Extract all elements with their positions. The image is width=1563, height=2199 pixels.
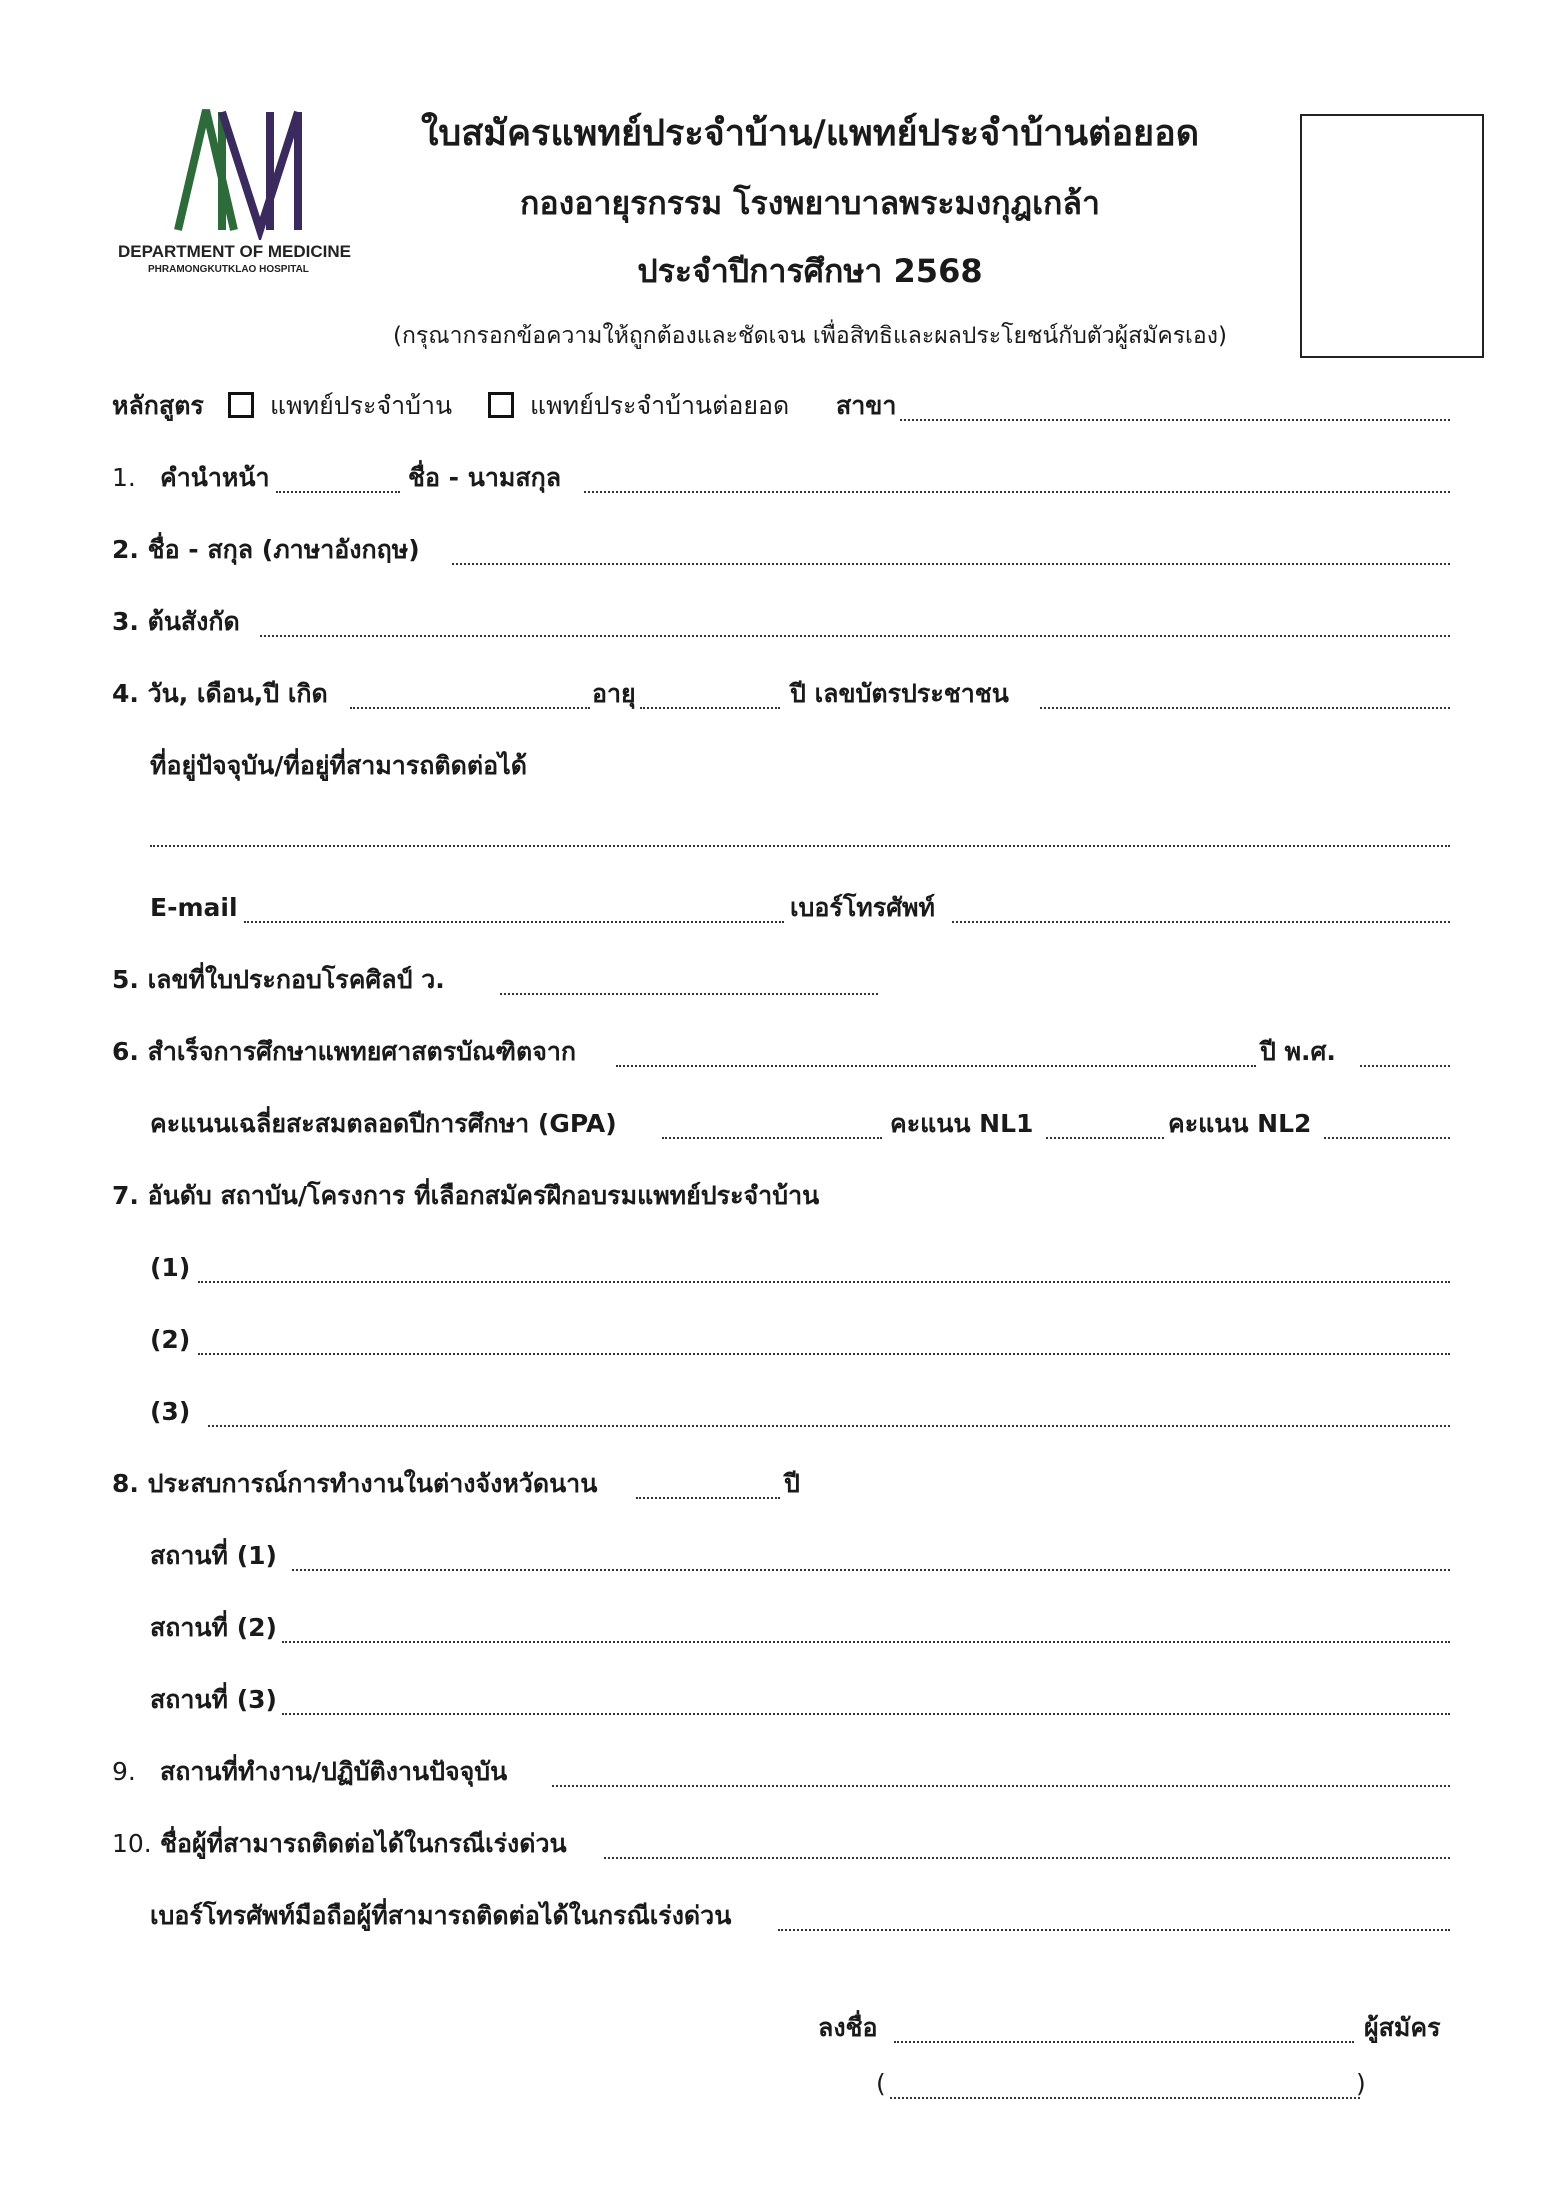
graduation-year-label: ปี พ.ศ. bbox=[1260, 1037, 1336, 1066]
nl2-field[interactable] bbox=[1324, 1137, 1450, 1139]
gpa-field[interactable] bbox=[662, 1137, 882, 1139]
nl2-label: คะแนน NL2 bbox=[1168, 1109, 1312, 1138]
paren-close: ) bbox=[1356, 2069, 1366, 2098]
place-2-row bbox=[0, 1608, 1563, 1652]
place-3-field[interactable] bbox=[282, 1713, 1450, 1715]
applicant-label: ผู้สมัคร bbox=[1364, 2013, 1441, 2042]
academic-year: ประจำปีการศึกษา 2568 bbox=[637, 252, 983, 290]
emergency-contact-label: ชื่อผู้ที่สามารถติดต่อได้ในกรณีเร่งด่วน bbox=[160, 1829, 567, 1858]
nl1-field[interactable] bbox=[1046, 1137, 1164, 1139]
nl1-label: คะแนน NL1 bbox=[890, 1109, 1034, 1138]
age-field[interactable] bbox=[640, 707, 780, 709]
place-1-row bbox=[0, 1536, 1563, 1580]
institution-2-field[interactable] bbox=[198, 1353, 1450, 1355]
institution-3-row bbox=[0, 1392, 1563, 1436]
program-row bbox=[0, 386, 1563, 430]
signature-row bbox=[0, 2008, 1563, 2052]
institution-2-row bbox=[0, 1320, 1563, 1364]
place-2-field[interactable] bbox=[282, 1641, 1450, 1643]
english-name-field[interactable] bbox=[452, 563, 1450, 565]
email-label: E-mail bbox=[150, 893, 238, 922]
address-line-row bbox=[0, 812, 1563, 856]
institution-1-field[interactable] bbox=[198, 1281, 1450, 1283]
gpa-label: คะแนนเฉลี่ยสะสมตลอดปีการศึกษา (GPA) bbox=[150, 1109, 617, 1138]
medical-school-label: 6. สำเร็จการศึกษาแพทยศาสตรบัณฑิตจาก bbox=[112, 1037, 577, 1066]
dob-field[interactable] bbox=[350, 707, 590, 709]
institution-rank-label: 7. อันดับ สถาบัน/โครงการ ที่เลือกสมัครฝึกอบรมแพทย์ประจำบ้าน bbox=[112, 1181, 820, 1210]
form-subtitle: กองอายุรกรรม โรงพยาบาลพระมงกุฎเกล้า bbox=[520, 184, 1100, 222]
form-title: ใบสมัครแพทย์ประจำบ้าน/แพทย์ประจำบ้านต่อยอด bbox=[420, 113, 1200, 154]
contact-row bbox=[0, 888, 1563, 932]
field-9-number: 9. bbox=[112, 1757, 136, 1786]
field-3-row bbox=[0, 602, 1563, 646]
scores-row bbox=[0, 1104, 1563, 1148]
provincial-experience-label: 8. ประสบการณ์การทำงานในต่างจังหวัดนาน bbox=[112, 1469, 598, 1498]
affiliation-label: 3. ต้นสังกัด bbox=[112, 607, 240, 636]
field-10-row bbox=[0, 1824, 1563, 1868]
fellow-checkbox[interactable] bbox=[488, 392, 514, 418]
phone-field[interactable] bbox=[952, 921, 1450, 923]
affiliation-field[interactable] bbox=[260, 635, 1450, 637]
field-8-row bbox=[0, 1464, 1563, 1508]
current-workplace-field[interactable] bbox=[552, 1785, 1450, 1787]
place-1-label: สถานที่ (1) bbox=[150, 1541, 277, 1570]
institution-1-label: (1) bbox=[150, 1253, 191, 1282]
graduation-year-field[interactable] bbox=[1360, 1065, 1450, 1067]
english-name-label: 2. ชื่อ - สกุล (ภาษาอังกฤษ) bbox=[112, 535, 420, 564]
national-id-field[interactable] bbox=[1040, 707, 1450, 709]
provincial-years-field[interactable] bbox=[636, 1497, 780, 1499]
institution-1-row bbox=[0, 1248, 1563, 1292]
signature-name-row bbox=[0, 2064, 1563, 2108]
address-label: ที่อยู่ปัจจุบัน/ที่อยู่ที่สามารถติดต่อได้ bbox=[150, 751, 527, 780]
sign-label: ลงชื่อ bbox=[818, 2013, 878, 2042]
national-id-label: ปี เลขบัตรประชาชน bbox=[790, 679, 1009, 708]
instruction-text: (กรุณากรอกข้อความให้ถูกต้องและชัดเจน เพื่อสิทธิและผลประโยชน์กับตัวผู้สมัครเอง) bbox=[393, 323, 1227, 349]
dob-label: 4. วัน, เดือน,ปี เกิด bbox=[112, 679, 328, 708]
fellow-option-label: แพทย์ประจำบ้านต่อยอด bbox=[530, 391, 790, 420]
age-label: อายุ bbox=[592, 679, 636, 708]
field-2-row bbox=[0, 530, 1563, 574]
emergency-phone-field[interactable] bbox=[778, 1929, 1450, 1931]
photo-box bbox=[1300, 114, 1484, 358]
fullname-label: ชื่อ - นามสกุล bbox=[408, 463, 562, 492]
logo-line1: DEPARTMENT OF MEDICINE bbox=[118, 242, 351, 261]
institution-3-field[interactable] bbox=[208, 1425, 1450, 1427]
signature-field[interactable] bbox=[894, 2041, 1354, 2043]
emergency-phone-label: เบอร์โทรศัพท์มือถือผู้ที่สามารถติดต่อได้ในกรณีเร่งด่วน bbox=[150, 1901, 732, 1930]
emergency-contact-field[interactable] bbox=[604, 1857, 1450, 1859]
field-6-row bbox=[0, 1032, 1563, 1076]
branch-field[interactable] bbox=[900, 419, 1450, 421]
prefix-label: คำนำหน้า bbox=[160, 463, 270, 492]
field-9-row bbox=[0, 1752, 1563, 1796]
place-2-label: สถานที่ (2) bbox=[150, 1613, 277, 1642]
resident-option-label: แพทย์ประจำบ้าน bbox=[270, 391, 453, 420]
resident-checkbox[interactable] bbox=[228, 392, 254, 418]
field-5-row bbox=[0, 960, 1563, 1004]
medical-school-field[interactable] bbox=[616, 1065, 1256, 1067]
email-field[interactable] bbox=[244, 921, 784, 923]
field-1-number: 1. bbox=[112, 463, 136, 492]
field-10-number: 10. bbox=[112, 1829, 152, 1858]
emergency-phone-row bbox=[0, 1896, 1563, 1940]
institution-2-label: (2) bbox=[150, 1325, 191, 1354]
place-3-label: สถานที่ (3) bbox=[150, 1685, 277, 1714]
license-field[interactable] bbox=[500, 993, 878, 995]
fullname-field[interactable] bbox=[584, 491, 1450, 493]
place-1-field[interactable] bbox=[292, 1569, 1450, 1571]
field-7-row bbox=[0, 1176, 1563, 1220]
prefix-field[interactable] bbox=[276, 491, 400, 493]
phone-label: เบอร์โทรศัพท์ bbox=[790, 893, 936, 922]
program-label: หลักสูตร bbox=[112, 391, 204, 420]
branch-label: สาขา bbox=[836, 391, 897, 420]
address-field[interactable] bbox=[150, 845, 1450, 847]
logo-line2: PHRAMONGKUTKLAO HOSPITAL bbox=[148, 264, 309, 275]
field-4-row bbox=[0, 674, 1563, 718]
signature-name-field[interactable] bbox=[890, 2097, 1360, 2099]
field-1-row bbox=[0, 458, 1563, 502]
current-workplace-label: สถานที่ทำงาน/ปฏิบัติงานปัจจุบัน bbox=[160, 1757, 508, 1786]
institution-3-label: (3) bbox=[150, 1397, 191, 1426]
address-row bbox=[0, 746, 1563, 790]
paren-open: ( bbox=[876, 2069, 886, 2098]
license-label: 5. เลขที่ใบประกอบโรคศิลป์ ว. bbox=[112, 965, 445, 994]
place-3-row bbox=[0, 1680, 1563, 1724]
provincial-years-unit: ปี bbox=[784, 1469, 800, 1498]
